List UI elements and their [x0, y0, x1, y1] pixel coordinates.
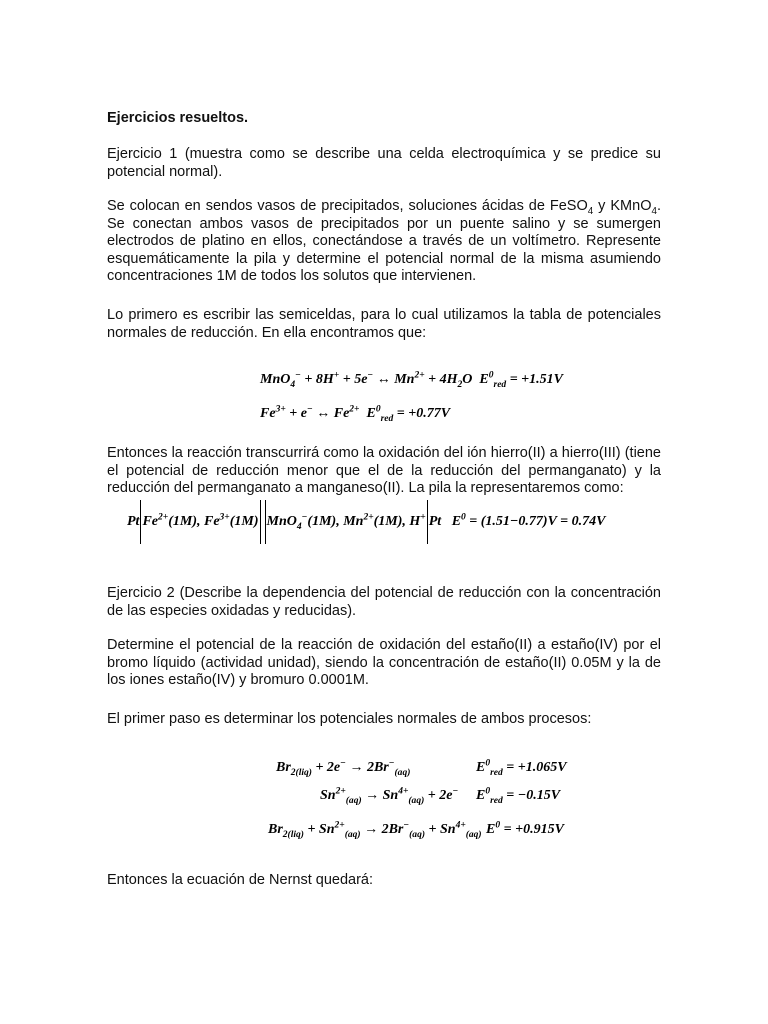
potential-tin: $E^0_{red} = -0.15V$: [476, 786, 561, 806]
exercise-1-statement: Se colocan en sendos vasos de precipitados, soluciones ácidas de FeSO$_4$ y KMnO$_4$. Se conectan ambos vasos de precipitados por un puente salino y se sumergen electrodos de platino en ellos, conectándose a través de un voltímetro. Represente esquemáticamente la pila y determine el potencial normal de la misma asumiendo concentraciones 1M de todos los solutos que intervienen.: [107, 198, 661, 284]
salt-bridge-line: [260, 500, 266, 544]
equation-iron-reduction: $Fe^{3+} + e^-$ ↔ $Fe^{2+}$ $E^0_{red} = +0.77V$: [260, 404, 451, 424]
exercise-1-intro: Lo primero es escribir las semiceldas, para lo cual utilizamos la tabla de potenciales normales de reducción. En ella encontramos que:: [107, 307, 661, 341]
equation-tin-oxidation: $Sn^{2+}_{(aq)} \to Sn^{4+}_{(aq)} + 2e^-$: [320, 786, 459, 806]
equation-bromine-reduction: $Br_{2(liq)} + 2e^- \to 2Br^-_{(aq)}$: [276, 758, 411, 778]
exercise-2-intro: El primer paso es determinar los potenciales normales de ambos procesos:: [107, 711, 592, 727]
exercise-2-statement: Determine el potencial de la reacción de oxidación del estaño(II) a estaño(IV) por el bromo líquido (actividad unidad), siendo la concentración de estaño(II) 0.05M y la de los iones estaño(IV) y bromuro 0.0001M.: [107, 637, 661, 688]
equation-overall: $Br_{2(liq)} + Sn^{2+}_{(aq)} \to 2Br^-_{(aq)} + Sn^{4+}_{(aq)}$: [268, 820, 482, 840]
nernst-intro: Entonces la ecuación de Nernst quedará:: [107, 872, 374, 888]
cell-notation: Pt $Fe^{2+}(1M)$, $Fe^{3+}(1M)$ MnO$_4$−(1M), $Mn^{2+}(1M)$, H+ Pt $E^0 = (1.51-0.77)V = 0.74V$: [127, 500, 605, 544]
exercise-2-heading: Ejercicio 2 (Describe la dependencia del potencial de reducción con la concentración de las especies oxidadas y reducidas).: [107, 585, 661, 619]
exercise-1-explanation: Entonces la reacción transcurrirá como la oxidación del ión hierro(II) a hierro(III) (tiene el potencial de reducción menor que el de la reducción del permanganato) y la reducción del permanganato a manganeso(II). La pila la representaremos como:: [107, 445, 661, 496]
potential-overall: $E^0 = +0.915V$: [486, 820, 564, 837]
phase-boundary-line: [427, 500, 428, 544]
potential-bromine: $E^0_{red} = +1.065V$: [476, 758, 567, 778]
exercise-1-heading: Ejercicio 1 (muestra como se describe una celda electroquímica y se predice su potencial normal).: [107, 146, 661, 180]
page-title: Ejercicios resueltos.: [107, 110, 249, 126]
equation-permanganate-reduction: MnO$_4$− + 8H+ + 5e− ↔ $Mn^{2+} + 4H_2O$ $E^0_{red} = +1.51V$: [260, 370, 563, 390]
